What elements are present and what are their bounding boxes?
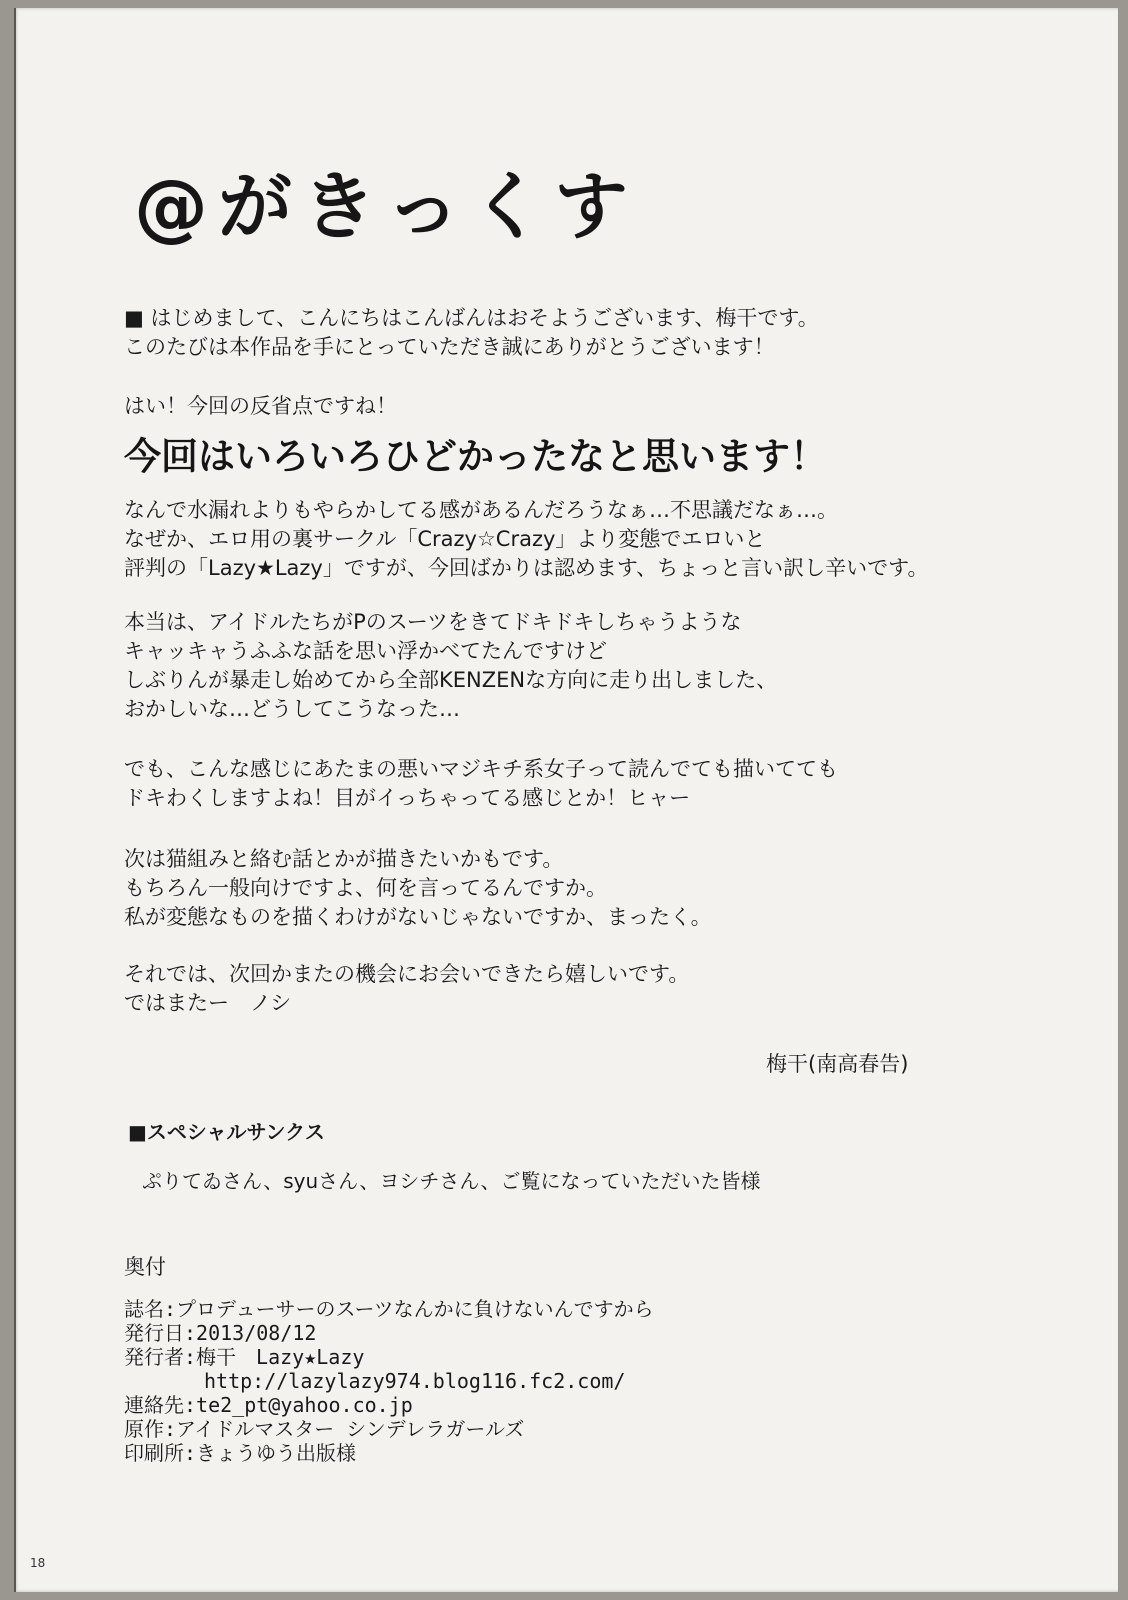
- colophon-heading: 奥付: [124, 1255, 166, 1279]
- text-line: はい！今回の反省点ですね！: [124, 394, 397, 418]
- colophon-publisher: 発行者:梅干 Lazy★Lazy: [124, 1345, 365, 1369]
- paragraph-5: [124, 960, 689, 1018]
- colophon-printer: 印刷所:きょうゆう出版様: [124, 1441, 357, 1465]
- reflection-headline: 今回はいろいろひどかったなと思います！: [124, 435, 827, 478]
- colophon-title: 誌名:プロデューサーのスーツなんかに負けないんですから: [124, 1297, 654, 1321]
- reflection-lead: [124, 392, 397, 421]
- paragraph-2: [124, 608, 777, 724]
- text-line: でも、こんな感じにあたまの悪いマジキチ系女子って読んでても描いてても: [124, 757, 838, 781]
- text-line: ■ はじめまして、こんにちはこんばんはおそようございます、梅干です。: [124, 306, 819, 330]
- page-number: 18: [30, 1556, 46, 1570]
- paragraph-1: [124, 496, 929, 583]
- text-line: このたびは本作品を手にとっていただき誠にありがとうございます！: [124, 335, 775, 359]
- colophon-contact: 連絡先:te2_pt@yahoo.co.jp: [124, 1393, 413, 1417]
- text-line: もちろん一般向けですよ、何を言ってるんですか。: [124, 876, 607, 900]
- special-thanks-heading: ■スペシャルサンクス: [128, 1120, 325, 1144]
- text-line: 本当は、アイドルたちがPのスーツをきてドキドキしちゃうような: [124, 610, 742, 634]
- text-line: しぶりんが暴走し始めてから全部KENZENな方向に走り出しました、: [124, 668, 778, 692]
- colophon-url: http://lazylazy974.blog116.fc2.com/: [204, 1369, 626, 1393]
- intro-paragraph: [124, 304, 819, 362]
- colophon: [124, 1297, 654, 1465]
- paragraph-3: [124, 755, 838, 813]
- document-page: [14, 8, 1118, 1592]
- text-line: 私が変態なものを描くわけがないじゃないですか、まったく。: [124, 905, 712, 929]
- text-line: ドキわくしますよね！目がイっちゃってる感じとか！ヒャー: [124, 786, 691, 810]
- text-line: キャッキャうふふな話を思い浮かべてたんですけど: [124, 639, 607, 663]
- page-edge: [14, 8, 16, 1592]
- colophon-date: 発行日:2013/08/12: [124, 1321, 317, 1345]
- text-line: ではまたー ノシ: [124, 991, 292, 1015]
- text-line: それでは、次回かまたの機会にお会いできたら嬉しいです。: [124, 962, 690, 986]
- text-line: 次は猫組みと絡む話とかが描きたいかもです。: [124, 847, 564, 871]
- text-line: 評判の「Lazy★Lazy」ですが、今回ばかりは認めます、ちょっと言い訳し辛いです。: [124, 556, 929, 580]
- paragraph-4: [124, 845, 712, 932]
- text-line: おかしいな…どうしてこうなった…: [124, 697, 460, 721]
- special-thanks-list: ぷりてゐさん、syuさん、ヨシチさん、ご覧になっていただいた皆様: [142, 1169, 761, 1193]
- text-line: なぜか、エロ用の裏サークル「Crazy☆Crazy」より変態でエロいと: [124, 527, 766, 551]
- page-title: @がきっくす: [134, 164, 638, 250]
- text-line: なんで水漏れよりもやらかしてる感があるんだろうなぁ…不思議だなぁ…。: [124, 498, 838, 522]
- author-signature: 梅干(南高春告): [766, 1052, 909, 1076]
- colophon-original: 原作:アイドルマスター シンデレラガールズ: [124, 1417, 525, 1441]
